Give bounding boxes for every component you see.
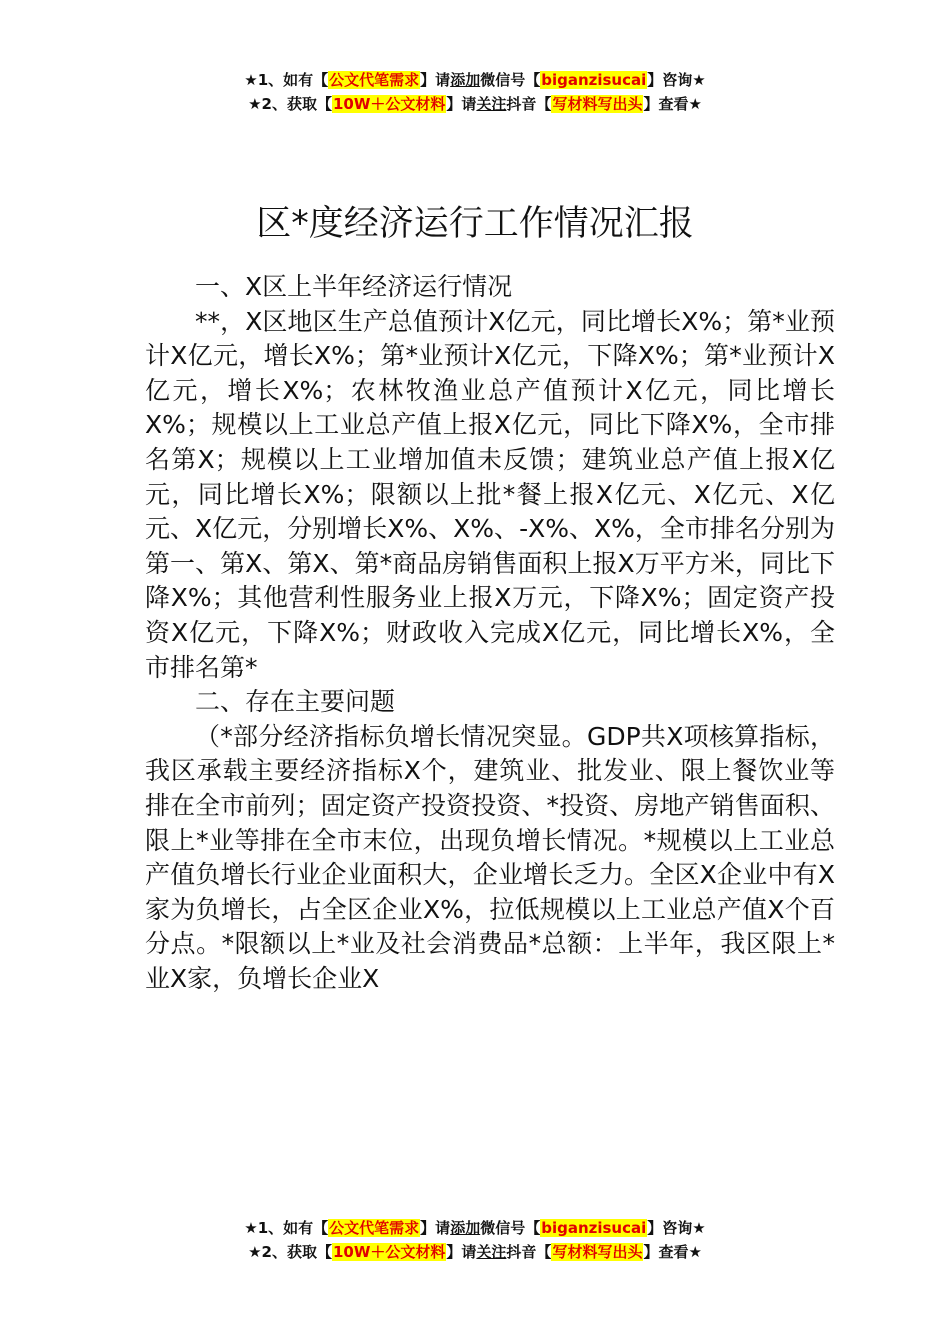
banner-underline: 关注 bbox=[476, 1243, 507, 1261]
banner-highlight: 公文代笔需求 bbox=[329, 1219, 420, 1237]
banner-underline: 添加 bbox=[450, 1219, 481, 1237]
banner-text: 抖音【 bbox=[506, 1243, 552, 1261]
banner-text: ★2、获取【 bbox=[248, 1243, 332, 1261]
footer-banner bbox=[0, 1216, 950, 1264]
banner-text: 】查看★ bbox=[643, 1243, 702, 1261]
banner-text: ★2、获取【 bbox=[248, 95, 332, 113]
document-body bbox=[145, 270, 835, 996]
body-paragraph: **，X区地区生产总值预计X亿元，同比增长X%；第*业预计X亿元，增长X%；第*业预计X亿元，下降X%；第*业预计X亿元，增长X%；农林牧渔业总产值预计X亿元，同比增长X%；规模以上工业总产值上报X亿元，同比下降X%，全市排名第X；规模以上工业增加值未反馈；建筑业总产值上报X亿元，同比增长X%；限额以上批*餐上报X亿元、X亿元、X亿元、X亿元，分别增长X%、X%、-X%、X%，全市排名分别为第一、第X、第X、第*商品房销售面积上报X万平方米，同比下降X%；其他营利性服务业上报X万元，下降X%；固定资产投资X亿元，下降X%；财政收入完成X亿元，同比增长X%，全市排名第* bbox=[145, 306, 835, 682]
banner-text: 】请 bbox=[420, 71, 451, 89]
body-paragraph: （*部分经济指标负增长情况突显。GDP共X项核算指标，我区承载主要经济指标X个，建筑业、批发业、限上餐饮业等排在全市前列；固定资产投资投资、*投资、房地产销售面积、限上*业等排在全市末位，出现负增长情况。*规模以上工业总产值负增长行业企业面积大，企业增长乏力。全区X企业中有X家为负增长，占全区企业X%，拉低规模以上工业总产值X个百分点。*限额以上*业及社会消费品*总额：上半年，我区限上*业X家，负增长企业X bbox=[145, 721, 835, 993]
banner-text: 】请 bbox=[446, 1243, 477, 1261]
banner-text: 】请 bbox=[420, 1219, 451, 1237]
banner-underline: 关注 bbox=[476, 95, 507, 113]
banner-highlight: 公文代笔需求 bbox=[329, 71, 420, 89]
banner-text: 】请 bbox=[446, 95, 477, 113]
banner-text: ★1、如有【 bbox=[244, 71, 329, 89]
banner-text: 】查看★ bbox=[643, 95, 702, 113]
banner-line-1 bbox=[0, 68, 950, 92]
banner-text: ★1、如有【 bbox=[244, 1219, 329, 1237]
banner-line-2 bbox=[0, 1240, 950, 1264]
banner-line-1 bbox=[0, 1216, 950, 1240]
banner-text: 】咨询★ bbox=[647, 71, 706, 89]
document-title: 区*度经济运行工作情况汇报 bbox=[256, 204, 694, 245]
banner-text: 】咨询★ bbox=[647, 1219, 706, 1237]
section-heading: 二、存在主要问题 bbox=[195, 687, 396, 717]
banner-highlight: 10W＋公文材料 bbox=[332, 95, 446, 113]
banner-text: 抖音【 bbox=[506, 95, 552, 113]
banner-text: 微信号【 bbox=[480, 71, 541, 89]
banner-text: 微信号【 bbox=[480, 1219, 541, 1237]
banner-highlight: 10W＋公文材料 bbox=[332, 1243, 446, 1261]
banner-highlight: biganzisucai bbox=[541, 71, 647, 89]
section-heading: 一、X区上半年经济运行情况 bbox=[195, 272, 513, 301]
banner-underline: 添加 bbox=[450, 71, 481, 89]
header-banner bbox=[0, 68, 950, 116]
banner-highlight: 写材料写出头 bbox=[552, 1243, 643, 1261]
banner-line-2 bbox=[0, 92, 950, 116]
banner-highlight: 写材料写出头 bbox=[552, 95, 643, 113]
banner-highlight: biganzisucai bbox=[541, 1219, 647, 1237]
